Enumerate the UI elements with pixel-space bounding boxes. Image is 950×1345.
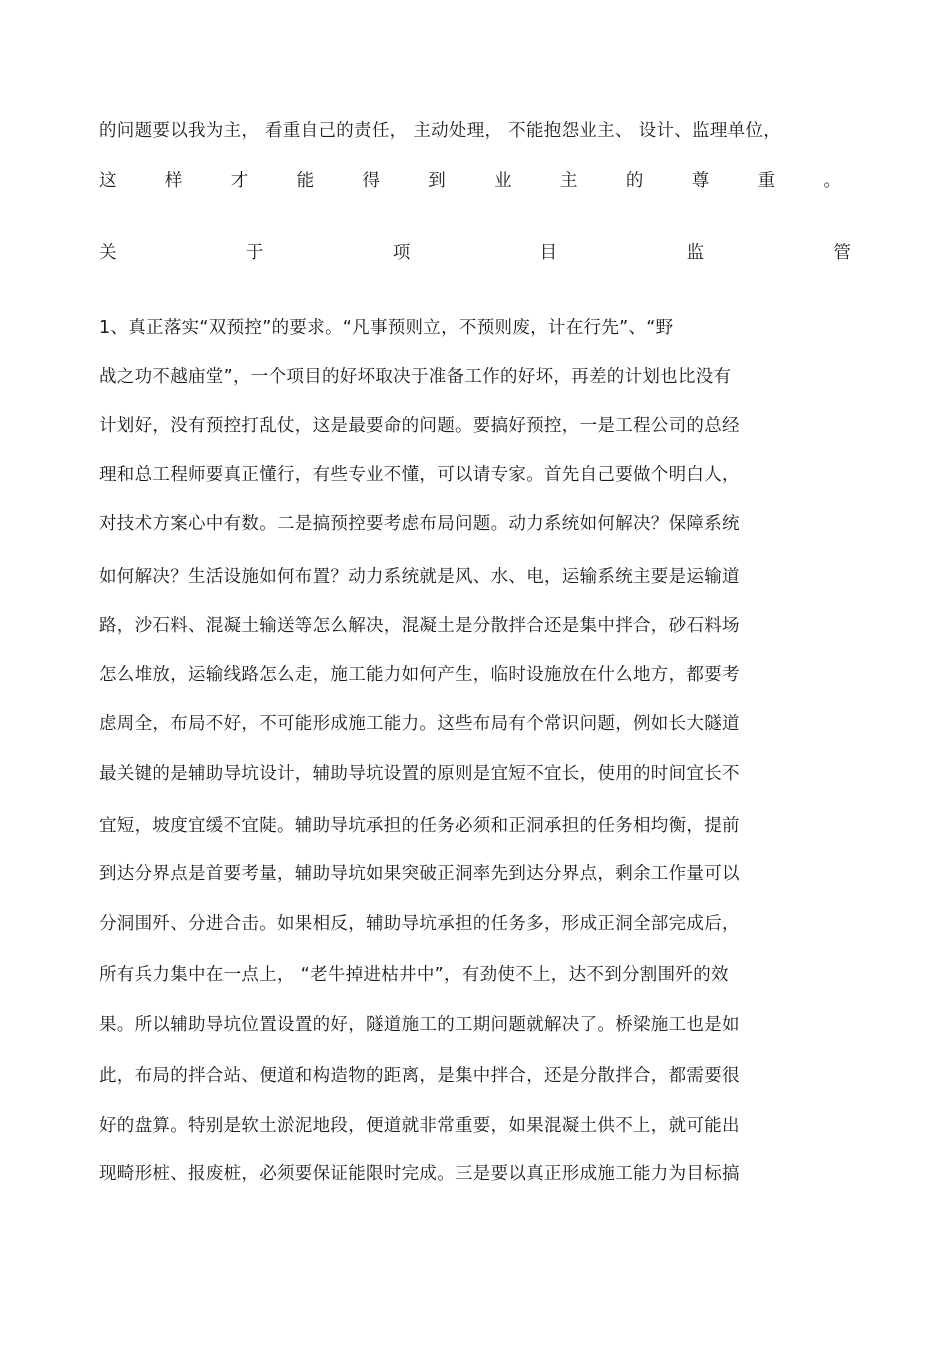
paragraph-line: 路，沙石料、混凝土输送等怎么解决，混凝土是分散拌合还是集中拌合，砂石料场 [99,616,740,636]
heading-char: 目 [539,243,558,263]
char: 样 [164,171,183,191]
paragraph-line: 现畸形桩、报废桩，必须要保证能限时完成。三是要以真正形成施工能力为目标搞 [99,1164,740,1184]
paragraph-line: 理和总工程师要真正懂行，有些专业不懂，可以请专家。首先自己要做个明白人， [99,465,740,485]
paragraph-line: 所有兵力集中在一点上， “老牛掉进枯井中”，有劲使不上，达不到分割围歼的效 [99,965,729,985]
section-heading [99,241,851,265]
paragraph-line: 如何解决？生活设施如何布置？动力系统就是风、水、电，运输系统主要是运输道 [99,567,740,587]
paragraph-line: 对技术方案心中有数。二是搞预控要考虑布局问题。动力系统如何解决？保障系统 [99,514,740,534]
heading-char: 管 [833,243,851,263]
paragraph-line: 战之功不越庙堂”，一个项目的好坏取决于准备工作的好坏，再差的计划也比没有 [99,367,732,387]
paragraph-line: 最关键的是辅助导坑设计，辅助导坑设置的原则是宜短不宜长，使用的时间宜长不 [99,764,740,784]
char: 尊 [691,171,710,191]
char: 的 [625,171,644,191]
char: 重 [757,171,776,191]
paragraph-line: 计划好，没有预控打乱仗，这是最要命的问题。要搞好预控，一是工程公司的总经 [99,416,740,436]
paragraph-line: 宜短，坡度宜缓不宜陡。辅助导坑承担的任务必须和正洞承担的任务相均衡，提前 [99,816,740,836]
paragraph-line: 此，布局的拌合站、便道和构造物的距离，是集中拌合，还是分散拌合，都需要很 [99,1066,740,1086]
spread-text-line [99,169,841,193]
paragraph-line: 果。所以辅助导坑位置设置的好，隧道施工的工期问题就解决了。桥梁施工也是如 [99,1015,740,1035]
heading-char: 监 [686,243,705,263]
paragraph-line: 好的盘算。特别是软土淤泥地段，便道就非常重要，如果混凝土供不上，就可能出 [99,1116,740,1136]
char: 到 [428,171,446,191]
char: 这 [99,171,117,191]
paragraph-line: 怎么堆放，运输线路怎么走，施工能力如何产生，临时设施放在什么地方，都要考 [99,665,740,685]
char: 能 [296,171,315,191]
char: 得 [362,171,380,191]
heading-char: 项 [392,243,411,263]
paragraph-line: 分洞围歼、分进合击。如果相反，辅助导坑承担的任务多，形成正洞全部完成后， [99,914,740,934]
char: 主 [560,171,578,191]
text-line: 的问题要以我为主， 看重自己的责任， 主动处理， 不能抱怨业主、 设计、监理单位， [99,121,782,141]
char: 。 [823,171,841,191]
paragraph-line: 到达分界点是首要考量，辅助导坑如果突破正洞率先到达分界点，剩余工作量可以 [99,864,740,884]
char: 业 [494,171,512,191]
paragraph-line: 虑周全，布局不好，不可能形成施工能力。这些布局有个常识问题，例如长大隧道 [99,714,740,734]
paragraph-line: 1、真正落实“双预控”的要求。“凡事预则立，不预则废，计在行先”、“野 [99,318,674,338]
heading-char: 于 [245,243,264,263]
char: 才 [230,171,249,191]
heading-char: 关 [99,243,117,263]
